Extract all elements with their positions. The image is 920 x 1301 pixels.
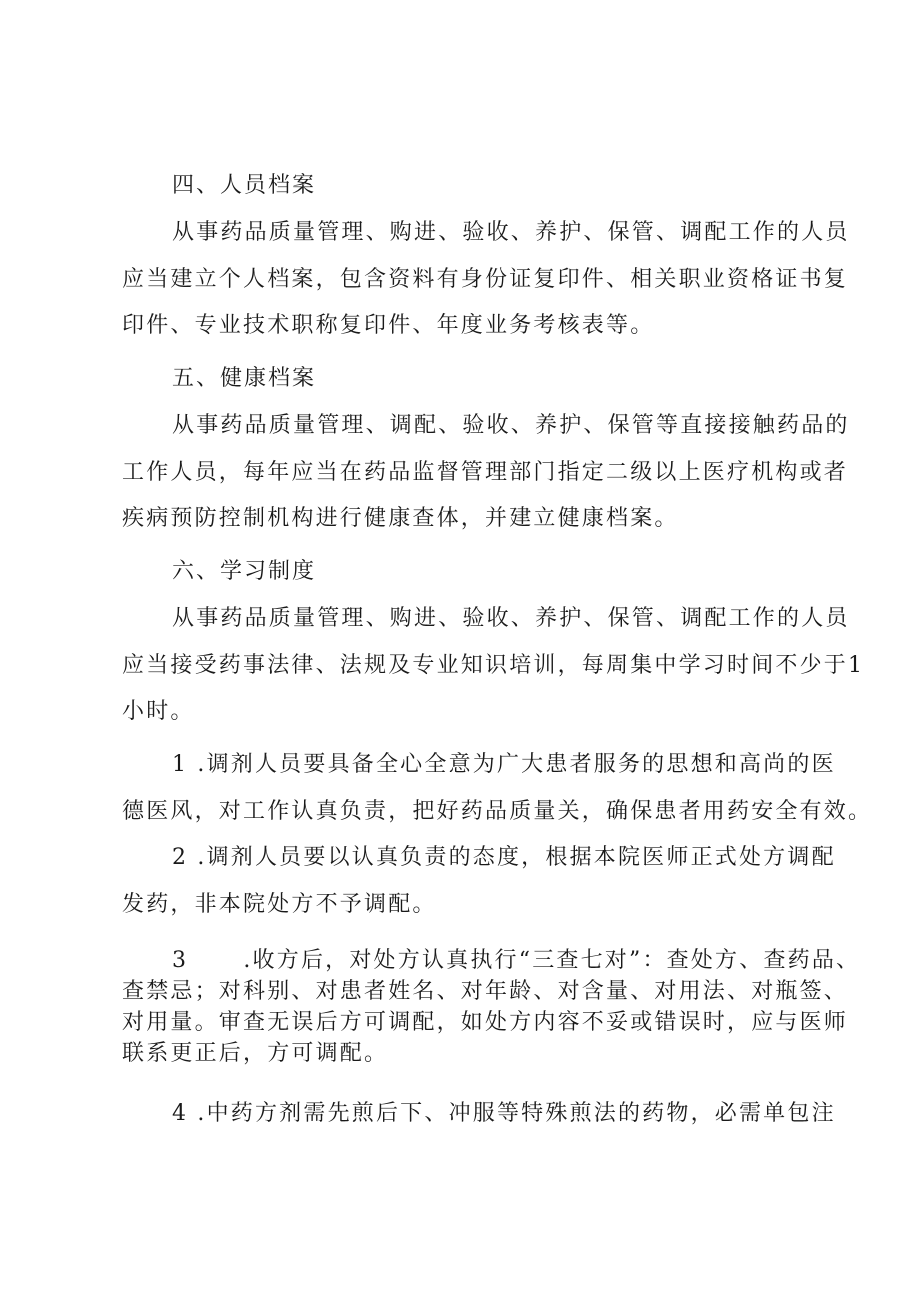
text-line: 疾病预防控制机构进行健康查体，并建立健康档案。 (122, 506, 679, 531)
text-line: 应当建立个人档案，包含资料有身份证复印件、相关职业资格证书复 (122, 266, 849, 292)
paragraph-study-system (122, 604, 865, 744)
text-line: 从事药品质量管理、调配、验收、养护、保管等直接接触药品的 (172, 413, 850, 438)
list-item-2 (122, 843, 836, 936)
text-line: 对用量。审查无误后方可调配，如处方内容不妥或错误时，应与医师 (122, 1010, 849, 1035)
text-line: 发药，非本院处方不予调配。 (122, 891, 437, 917)
text-line: 联系更正后，方可调配。 (122, 1041, 389, 1066)
section-heading-study-system: 六、学习制度 (172, 559, 317, 584)
text-line: 从事药品质量管理、购进、验收、养护、保管、调配工作的人员 (172, 220, 850, 245)
text-line: 2 .调剂人员要以认真负责的态度，根据本院医师正式处方调配 (172, 845, 836, 870)
paragraph-health-files (122, 411, 850, 551)
text-line: 应当接受药事法律、法规及专业知识培训，每周集中学习时间不少于1 (122, 652, 865, 678)
section-heading-health-files: 五、健康档案 (172, 366, 317, 391)
list-item-3 (122, 945, 861, 1069)
text-line: 1 .调剂人员要具备全心全意为广大患者服务的思想和高尚的医 (172, 752, 836, 777)
section-heading-personnel-files: 四、人员档案 (172, 173, 317, 198)
text-line: 3 .收方后，对处方认真执行“三查七对”：查处方、查药品、 (172, 948, 861, 973)
list-item-1 (122, 750, 873, 843)
text-line: 从事药品质量管理、购进、验收、养护、保管、调配工作的人员 (172, 606, 850, 631)
text-line: 查禁忌；对科别、对患者姓名、对年龄、对含量、对用法、对瓶签、 (122, 979, 849, 1004)
text-line: 德医风，对工作认真负责，把好药品质量关，确保患者用药安全有效。 (122, 798, 873, 824)
text-line: 印件、专业技术职称复印件、年度业务考核表等。 (122, 313, 655, 338)
text-line: 小时。 (122, 699, 195, 724)
text-line: 工作人员，每年应当在药品监督管理部门指定二级以上医疗机构或者 (122, 459, 849, 485)
text-line: 4 .中药方剂需先煎后下、冲服等特殊煎法的药物，必需单包注 (172, 1101, 836, 1126)
list-item-4 (122, 1099, 836, 1146)
paragraph-personnel-files (122, 218, 850, 358)
